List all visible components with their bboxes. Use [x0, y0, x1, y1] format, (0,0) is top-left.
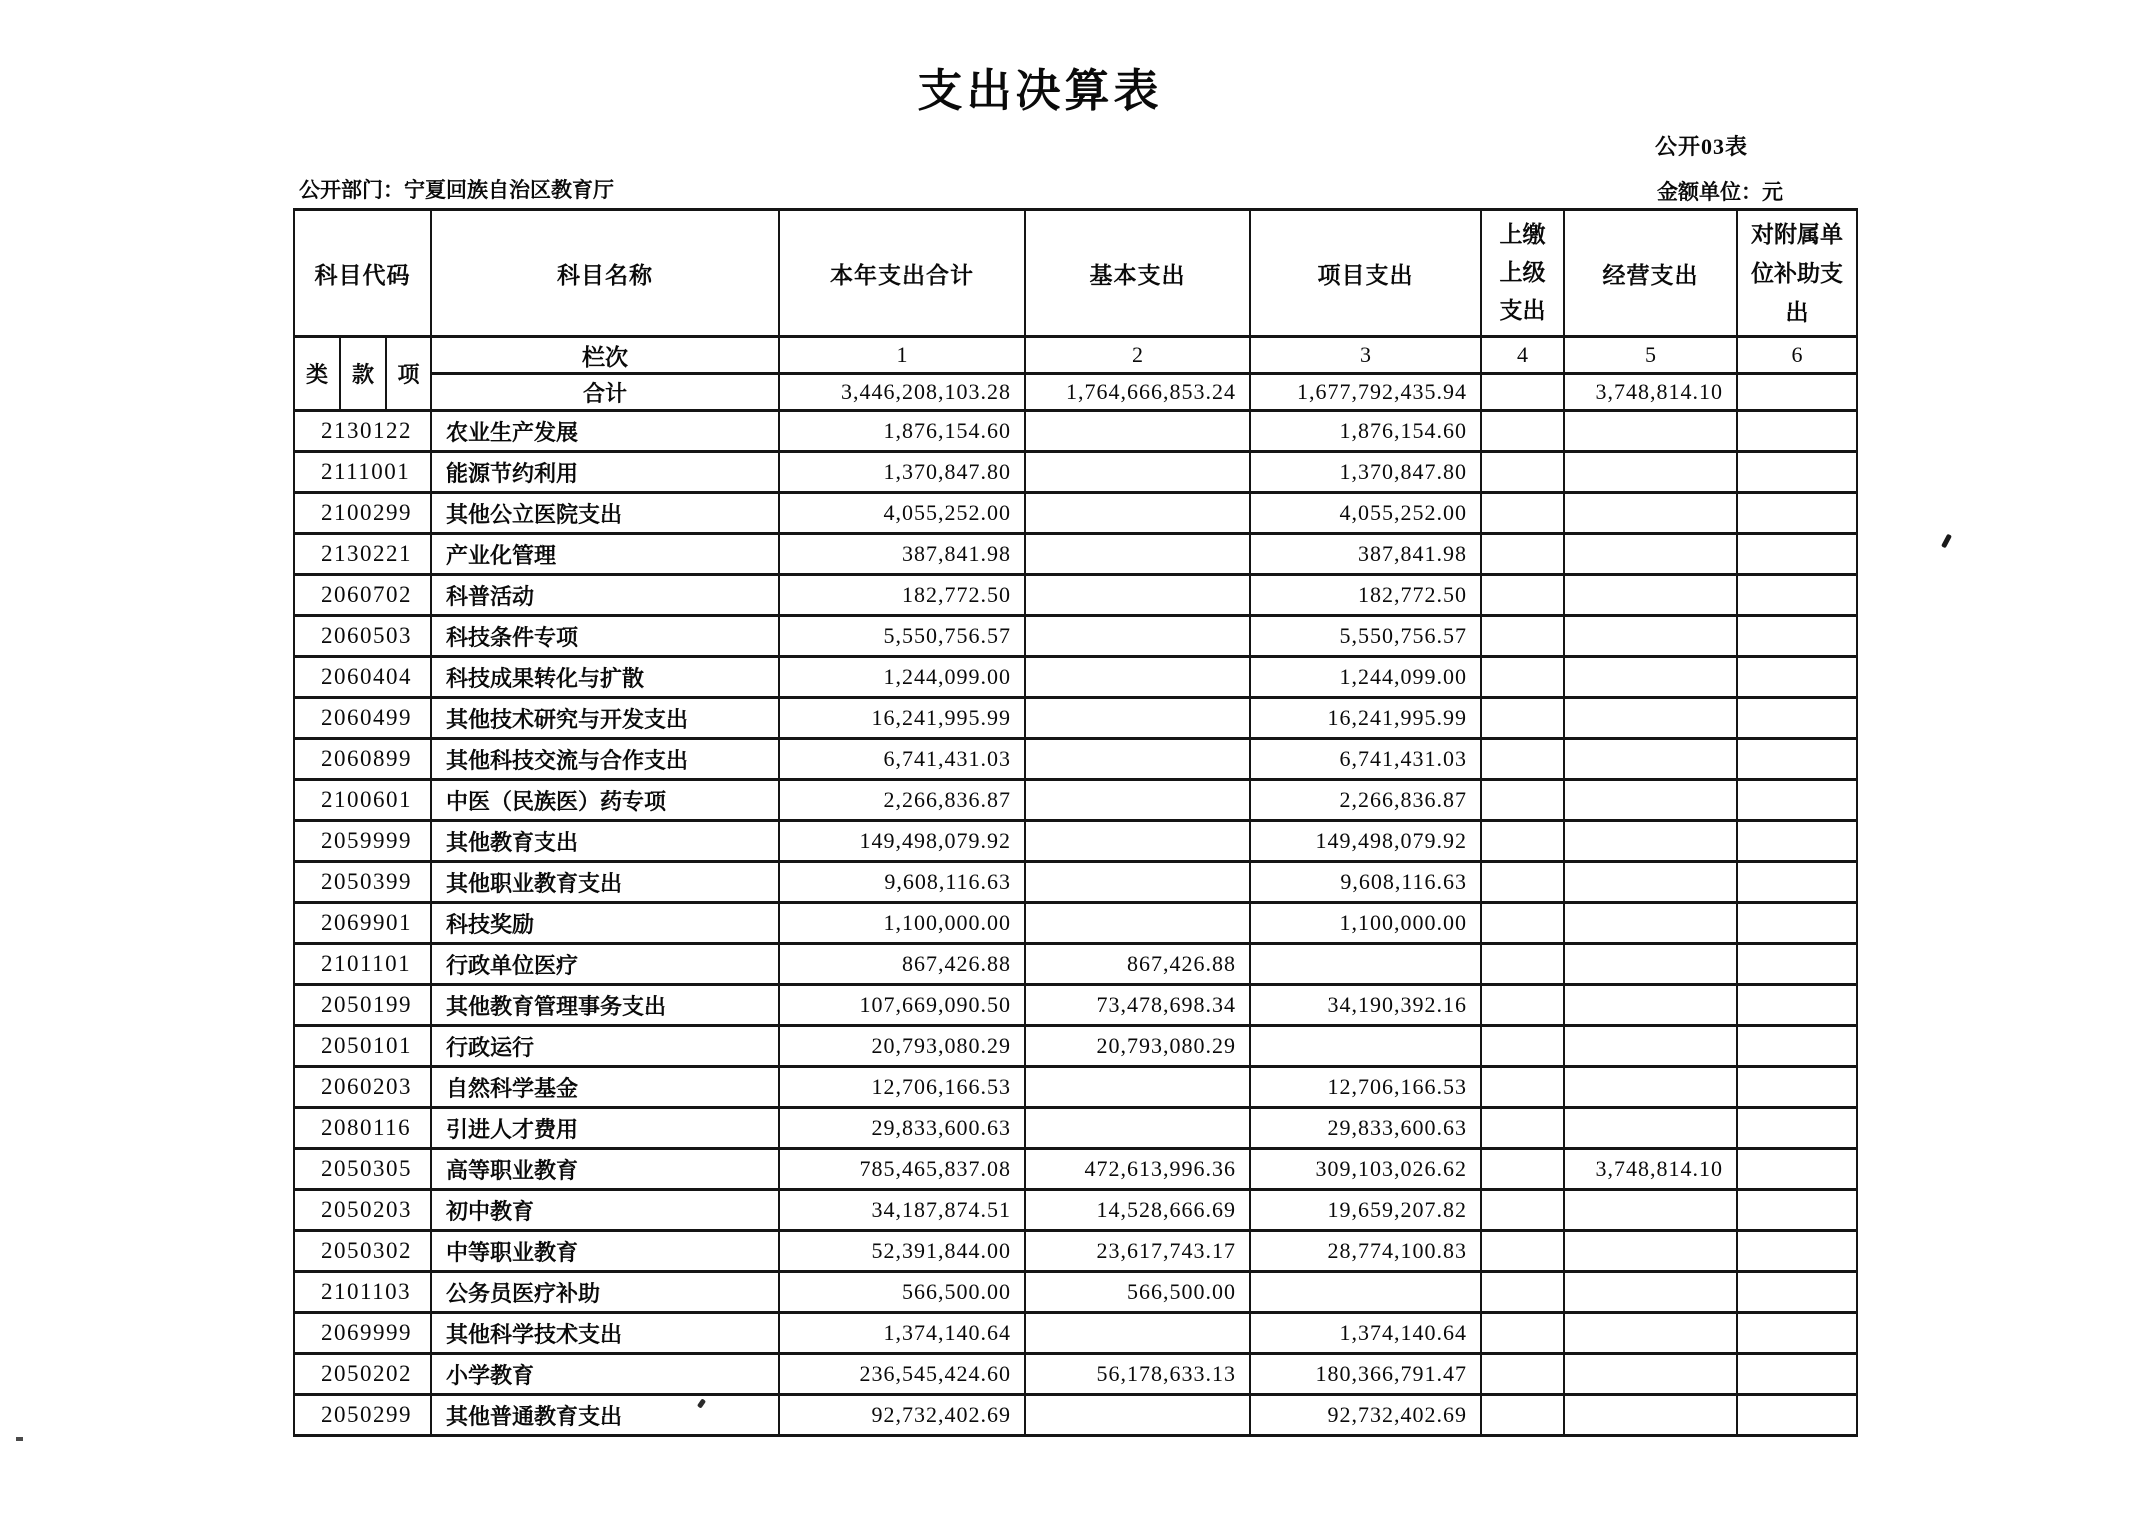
amount-operating-cell [1564, 985, 1737, 1026]
subject-name-cell: 农业生产发展 [431, 411, 779, 452]
subject-code-cell: 2050299 [294, 1395, 431, 1436]
subject-code-cell: 2050203 [294, 1190, 431, 1231]
subject-name-cell: 行政运行 [431, 1026, 779, 1067]
amount-upper-cell [1481, 985, 1564, 1026]
amount-total-cell: 566,500.00 [779, 1272, 1025, 1313]
amount-subsidy-cell [1737, 1026, 1857, 1067]
subject-code-cell: 2111001 [294, 452, 431, 493]
amount-project-cell: 4,055,252.00 [1250, 493, 1481, 534]
amount-upper-cell [1481, 739, 1564, 780]
table-row [294, 575, 1857, 616]
amount-operating-cell [1564, 493, 1737, 534]
amount-upper-cell [1481, 1026, 1564, 1067]
amount-subsidy-cell [1737, 698, 1857, 739]
amount-basic-cell [1025, 739, 1250, 780]
amount-project-cell: 16,241,995.99 [1250, 698, 1481, 739]
amount-total-cell: 236,545,424.60 [779, 1354, 1025, 1395]
lane-number-2: 2 [1025, 337, 1250, 374]
amount-basic-cell [1025, 616, 1250, 657]
amount-operating-cell [1564, 821, 1737, 862]
amount-upper-cell [1481, 411, 1564, 452]
amount-project-cell [1250, 944, 1481, 985]
amount-upper-cell [1481, 1190, 1564, 1231]
amount-operating-cell [1564, 1190, 1737, 1231]
amount-subsidy-cell [1737, 862, 1857, 903]
table-row [294, 1231, 1857, 1272]
amount-operating-cell [1564, 944, 1737, 985]
amount-basic-cell [1025, 1395, 1250, 1436]
currency-unit-label: 金额单位：元 [1657, 180, 1783, 204]
subheader-section: 款 [340, 337, 386, 411]
subject-name-cell: 科技奖励 [431, 903, 779, 944]
amount-operating-cell [1564, 698, 1737, 739]
subject-code-cell: 2059999 [294, 821, 431, 862]
amount-project-cell: 1,374,140.64 [1250, 1313, 1481, 1354]
amount-total-cell: 149,498,079.92 [779, 821, 1025, 862]
amount-operating-cell [1564, 903, 1737, 944]
subheader-class: 类 [294, 337, 340, 411]
amount-upper-cell [1481, 1313, 1564, 1354]
amount-operating-cell [1564, 411, 1737, 452]
table-row [294, 1067, 1857, 1108]
amount-upper-cell [1481, 1354, 1564, 1395]
amount-operating-cell [1564, 616, 1737, 657]
amount-total-cell: 1,374,140.64 [779, 1313, 1025, 1354]
amount-basic-cell [1025, 575, 1250, 616]
subject-code-cell: 2060503 [294, 616, 431, 657]
lane-number-1: 1 [779, 337, 1025, 374]
subject-name-cell: 公务员医疗补助 [431, 1272, 779, 1313]
subject-code-cell: 2069901 [294, 903, 431, 944]
amount-total-cell: 9,608,116.63 [779, 862, 1025, 903]
amount-operating-cell [1564, 1354, 1737, 1395]
subject-name-cell: 其他公立医院支出 [431, 493, 779, 534]
total-amount-operating: 3,748,814.10 [1564, 374, 1737, 411]
amount-basic-cell [1025, 1108, 1250, 1149]
amount-basic-cell [1025, 534, 1250, 575]
amount-basic-cell [1025, 903, 1250, 944]
amount-upper-cell [1481, 698, 1564, 739]
amount-basic-cell: 20,793,080.29 [1025, 1026, 1250, 1067]
table-row [294, 862, 1857, 903]
subheader-item: 项 [386, 337, 431, 411]
amount-total-cell: 387,841.98 [779, 534, 1025, 575]
amount-total-cell: 2,266,836.87 [779, 780, 1025, 821]
subject-code-cell: 2050101 [294, 1026, 431, 1067]
amount-project-cell: 387,841.98 [1250, 534, 1481, 575]
amount-total-cell: 5,550,756.57 [779, 616, 1025, 657]
subject-name-cell: 能源节约利用 [431, 452, 779, 493]
subject-name-cell: 科技条件专项 [431, 616, 779, 657]
amount-total-cell: 785,465,837.08 [779, 1149, 1025, 1190]
amount-operating-cell [1564, 780, 1737, 821]
amount-total-cell: 52,391,844.00 [779, 1231, 1025, 1272]
amount-basic-cell [1025, 452, 1250, 493]
subject-code-cell: 2050305 [294, 1149, 431, 1190]
amount-operating-cell: 3,748,814.10 [1564, 1149, 1737, 1190]
amount-subsidy-cell [1737, 1067, 1857, 1108]
amount-project-cell: 34,190,392.16 [1250, 985, 1481, 1026]
subject-code-cell: 2050399 [294, 862, 431, 903]
amount-upper-cell [1481, 1272, 1564, 1313]
amount-basic-cell: 867,426.88 [1025, 944, 1250, 985]
amount-operating-cell [1564, 452, 1737, 493]
header-subsidy-expenditure: 对附属单位补助支出 [1737, 210, 1857, 337]
header-subject-name: 科目名称 [431, 210, 779, 337]
amount-upper-cell [1481, 534, 1564, 575]
amount-subsidy-cell [1737, 1108, 1857, 1149]
amount-total-cell: 4,055,252.00 [779, 493, 1025, 534]
amount-subsidy-cell [1737, 985, 1857, 1026]
amount-basic-cell [1025, 493, 1250, 534]
subject-name-cell: 其他普通教育支出 [431, 1395, 779, 1436]
lane-number-5: 5 [1564, 337, 1737, 374]
table-row [294, 944, 1857, 985]
amount-subsidy-cell [1737, 657, 1857, 698]
subject-code-cell: 2050302 [294, 1231, 431, 1272]
amount-basic-cell [1025, 1313, 1250, 1354]
table-row [294, 1190, 1857, 1231]
amount-total-cell: 34,187,874.51 [779, 1190, 1025, 1231]
table-row [294, 1149, 1857, 1190]
header-subject-code: 科目代码 [294, 210, 431, 337]
amount-subsidy-cell [1737, 1395, 1857, 1436]
amount-basic-cell [1025, 780, 1250, 821]
amount-total-cell: 182,772.50 [779, 575, 1025, 616]
amount-upper-cell [1481, 862, 1564, 903]
table-row [294, 1354, 1857, 1395]
subject-name-cell: 其他教育支出 [431, 821, 779, 862]
subject-name-cell: 中医（民族医）药专项 [431, 780, 779, 821]
table-row [294, 1108, 1857, 1149]
amount-basic-cell [1025, 862, 1250, 903]
total-amount-total: 3,446,208,103.28 [779, 374, 1025, 411]
grand-total-row [294, 374, 1857, 411]
table-row [294, 821, 1857, 862]
amount-subsidy-cell [1737, 575, 1857, 616]
expenditure-table [293, 208, 1858, 1437]
amount-project-cell: 149,498,079.92 [1250, 821, 1481, 862]
subject-code-cell: 2080116 [294, 1108, 431, 1149]
subject-name-cell: 引进人才费用 [431, 1108, 779, 1149]
amount-project-cell: 19,659,207.82 [1250, 1190, 1481, 1231]
subject-name-cell: 科普活动 [431, 575, 779, 616]
amount-upper-cell [1481, 616, 1564, 657]
amount-subsidy-cell [1737, 493, 1857, 534]
table-row [294, 452, 1857, 493]
amount-upper-cell [1481, 1231, 1564, 1272]
subject-code-cell: 2050202 [294, 1354, 431, 1395]
amount-total-cell: 16,241,995.99 [779, 698, 1025, 739]
scan-artifact [1941, 534, 1952, 549]
amount-basic-cell: 14,528,666.69 [1025, 1190, 1250, 1231]
amount-total-cell: 6,741,431.03 [779, 739, 1025, 780]
amount-upper-cell [1481, 821, 1564, 862]
amount-subsidy-cell [1737, 411, 1857, 452]
amount-subsidy-cell [1737, 1231, 1857, 1272]
subject-name-cell: 小学教育 [431, 1354, 779, 1395]
amount-operating-cell [1564, 1231, 1737, 1272]
table-row [294, 1026, 1857, 1067]
amount-operating-cell [1564, 739, 1737, 780]
amount-project-cell: 6,741,431.03 [1250, 739, 1481, 780]
amount-subsidy-cell [1737, 616, 1857, 657]
amount-total-cell: 1,876,154.60 [779, 411, 1025, 452]
amount-operating-cell [1564, 657, 1737, 698]
header-upper-level-expenditure: 上缴上级支出 [1481, 210, 1564, 337]
amount-total-cell: 1,244,099.00 [779, 657, 1025, 698]
amount-operating-cell [1564, 1067, 1737, 1108]
table-row [294, 1272, 1857, 1313]
header-project-expenditure: 项目支出 [1250, 210, 1481, 337]
amount-basic-cell: 73,478,698.34 [1025, 985, 1250, 1026]
amount-project-cell: 1,876,154.60 [1250, 411, 1481, 452]
subject-code-cell: 2060702 [294, 575, 431, 616]
amount-project-cell: 1,244,099.00 [1250, 657, 1481, 698]
amount-operating-cell [1564, 1395, 1737, 1436]
amount-upper-cell [1481, 903, 1564, 944]
lane-label: 栏次 [431, 337, 779, 374]
amount-subsidy-cell [1737, 1272, 1857, 1313]
amount-operating-cell [1564, 1272, 1737, 1313]
amount-basic-cell [1025, 698, 1250, 739]
subject-code-cell: 2050199 [294, 985, 431, 1026]
subject-name-cell: 高等职业教育 [431, 1149, 779, 1190]
amount-upper-cell [1481, 657, 1564, 698]
amount-project-cell: 182,772.50 [1250, 575, 1481, 616]
table-header-row [294, 210, 1857, 337]
amount-operating-cell [1564, 575, 1737, 616]
subject-code-cell: 2060499 [294, 698, 431, 739]
amount-project-cell: 5,550,756.57 [1250, 616, 1481, 657]
amount-upper-cell [1481, 1149, 1564, 1190]
table-row [294, 411, 1857, 452]
total-amount-upper [1481, 374, 1564, 411]
table-row [294, 1395, 1857, 1436]
header-basic-expenditure: 基本支出 [1025, 210, 1250, 337]
subject-code-cell: 2060899 [294, 739, 431, 780]
amount-subsidy-cell [1737, 1313, 1857, 1354]
total-amount-subsidy [1737, 374, 1857, 411]
amount-upper-cell [1481, 780, 1564, 821]
amount-total-cell: 12,706,166.53 [779, 1067, 1025, 1108]
subject-code-cell: 2100299 [294, 493, 431, 534]
total-amount-project: 1,677,792,435.94 [1250, 374, 1481, 411]
amount-upper-cell [1481, 452, 1564, 493]
amount-operating-cell [1564, 862, 1737, 903]
amount-total-cell: 1,100,000.00 [779, 903, 1025, 944]
subject-code-cell: 2100601 [294, 780, 431, 821]
subject-name-cell: 产业化管理 [431, 534, 779, 575]
department-label: 公开部门：宁夏回族自治区教育厅 [299, 178, 614, 202]
amount-project-cell: 28,774,100.83 [1250, 1231, 1481, 1272]
amount-upper-cell [1481, 944, 1564, 985]
table-row [294, 1313, 1857, 1354]
lane-number-row [294, 337, 1857, 374]
amount-project-cell [1250, 1026, 1481, 1067]
amount-basic-cell [1025, 411, 1250, 452]
amount-upper-cell [1481, 1067, 1564, 1108]
amount-project-cell [1250, 1272, 1481, 1313]
amount-project-cell: 180,366,791.47 [1250, 1354, 1481, 1395]
subject-name-cell: 其他职业教育支出 [431, 862, 779, 903]
amount-subsidy-cell [1737, 739, 1857, 780]
amount-subsidy-cell [1737, 534, 1857, 575]
subject-code-cell: 2101103 [294, 1272, 431, 1313]
amount-project-cell: 1,100,000.00 [1250, 903, 1481, 944]
table-row [294, 616, 1857, 657]
amount-project-cell: 12,706,166.53 [1250, 1067, 1481, 1108]
table-row [294, 657, 1857, 698]
amount-operating-cell [1564, 1313, 1737, 1354]
subject-name-cell: 其他技术研究与开发支出 [431, 698, 779, 739]
amount-total-cell: 107,669,090.50 [779, 985, 1025, 1026]
page-title: 支出决算表 [917, 66, 1163, 116]
amount-project-cell: 29,833,600.63 [1250, 1108, 1481, 1149]
table-body [294, 411, 1857, 1436]
table-row [294, 739, 1857, 780]
amount-total-cell: 20,793,080.29 [779, 1026, 1025, 1067]
subject-code-cell: 2069999 [294, 1313, 431, 1354]
amount-basic-cell: 566,500.00 [1025, 1272, 1250, 1313]
lane-number-3: 3 [1250, 337, 1481, 374]
subject-name-cell: 初中教育 [431, 1190, 779, 1231]
table-row [294, 985, 1857, 1026]
subject-name-cell: 其他科技交流与合作支出 [431, 739, 779, 780]
amount-operating-cell [1564, 1026, 1737, 1067]
amount-total-cell: 92,732,402.69 [779, 1395, 1025, 1436]
amount-total-cell: 1,370,847.80 [779, 452, 1025, 493]
subject-code-cell: 2060203 [294, 1067, 431, 1108]
amount-operating-cell [1564, 1108, 1737, 1149]
amount-basic-cell: 56,178,633.13 [1025, 1354, 1250, 1395]
table-row [294, 698, 1857, 739]
amount-subsidy-cell [1737, 780, 1857, 821]
total-amount-basic: 1,764,666,853.24 [1025, 374, 1250, 411]
header-operating-expenditure: 经营支出 [1564, 210, 1737, 337]
subject-name-cell: 科技成果转化与扩散 [431, 657, 779, 698]
subject-name-cell: 其他教育管理事务支出 [431, 985, 779, 1026]
amount-subsidy-cell [1737, 821, 1857, 862]
amount-subsidy-cell [1737, 452, 1857, 493]
amount-basic-cell [1025, 1067, 1250, 1108]
amount-upper-cell [1481, 575, 1564, 616]
amount-project-cell: 2,266,836.87 [1250, 780, 1481, 821]
amount-total-cell: 29,833,600.63 [779, 1108, 1025, 1149]
amount-project-cell: 309,103,026.62 [1250, 1149, 1481, 1190]
amount-operating-cell [1564, 534, 1737, 575]
total-label: 合计 [431, 374, 779, 411]
amount-subsidy-cell [1737, 1354, 1857, 1395]
table-row [294, 534, 1857, 575]
amount-basic-cell: 23,617,743.17 [1025, 1231, 1250, 1272]
amount-basic-cell [1025, 657, 1250, 698]
lane-number-4: 4 [1481, 337, 1564, 374]
subject-name-cell: 中等职业教育 [431, 1231, 779, 1272]
scan-artifact [16, 1437, 23, 1441]
subject-name-cell: 其他科学技术支出 [431, 1313, 779, 1354]
amount-basic-cell: 472,613,996.36 [1025, 1149, 1250, 1190]
subject-name-cell: 自然科学基金 [431, 1067, 779, 1108]
form-number-label: 公开03表 [1655, 134, 1749, 159]
amount-subsidy-cell [1737, 1149, 1857, 1190]
subject-code-cell: 2060404 [294, 657, 431, 698]
amount-total-cell: 867,426.88 [779, 944, 1025, 985]
table-row [294, 780, 1857, 821]
subject-name-cell: 行政单位医疗 [431, 944, 779, 985]
amount-basic-cell [1025, 821, 1250, 862]
amount-upper-cell [1481, 1108, 1564, 1149]
lane-number-6: 6 [1737, 337, 1857, 374]
header-total-expenditure: 本年支出合计 [779, 210, 1025, 337]
table-row [294, 493, 1857, 534]
amount-subsidy-cell [1737, 944, 1857, 985]
table-row [294, 903, 1857, 944]
amount-upper-cell [1481, 493, 1564, 534]
subject-code-cell: 2130221 [294, 534, 431, 575]
amount-upper-cell [1481, 1395, 1564, 1436]
subject-code-cell: 2130122 [294, 411, 431, 452]
amount-subsidy-cell [1737, 1190, 1857, 1231]
subject-code-cell: 2101101 [294, 944, 431, 985]
amount-project-cell: 9,608,116.63 [1250, 862, 1481, 903]
amount-project-cell: 1,370,847.80 [1250, 452, 1481, 493]
amount-project-cell: 92,732,402.69 [1250, 1395, 1481, 1436]
amount-subsidy-cell [1737, 903, 1857, 944]
